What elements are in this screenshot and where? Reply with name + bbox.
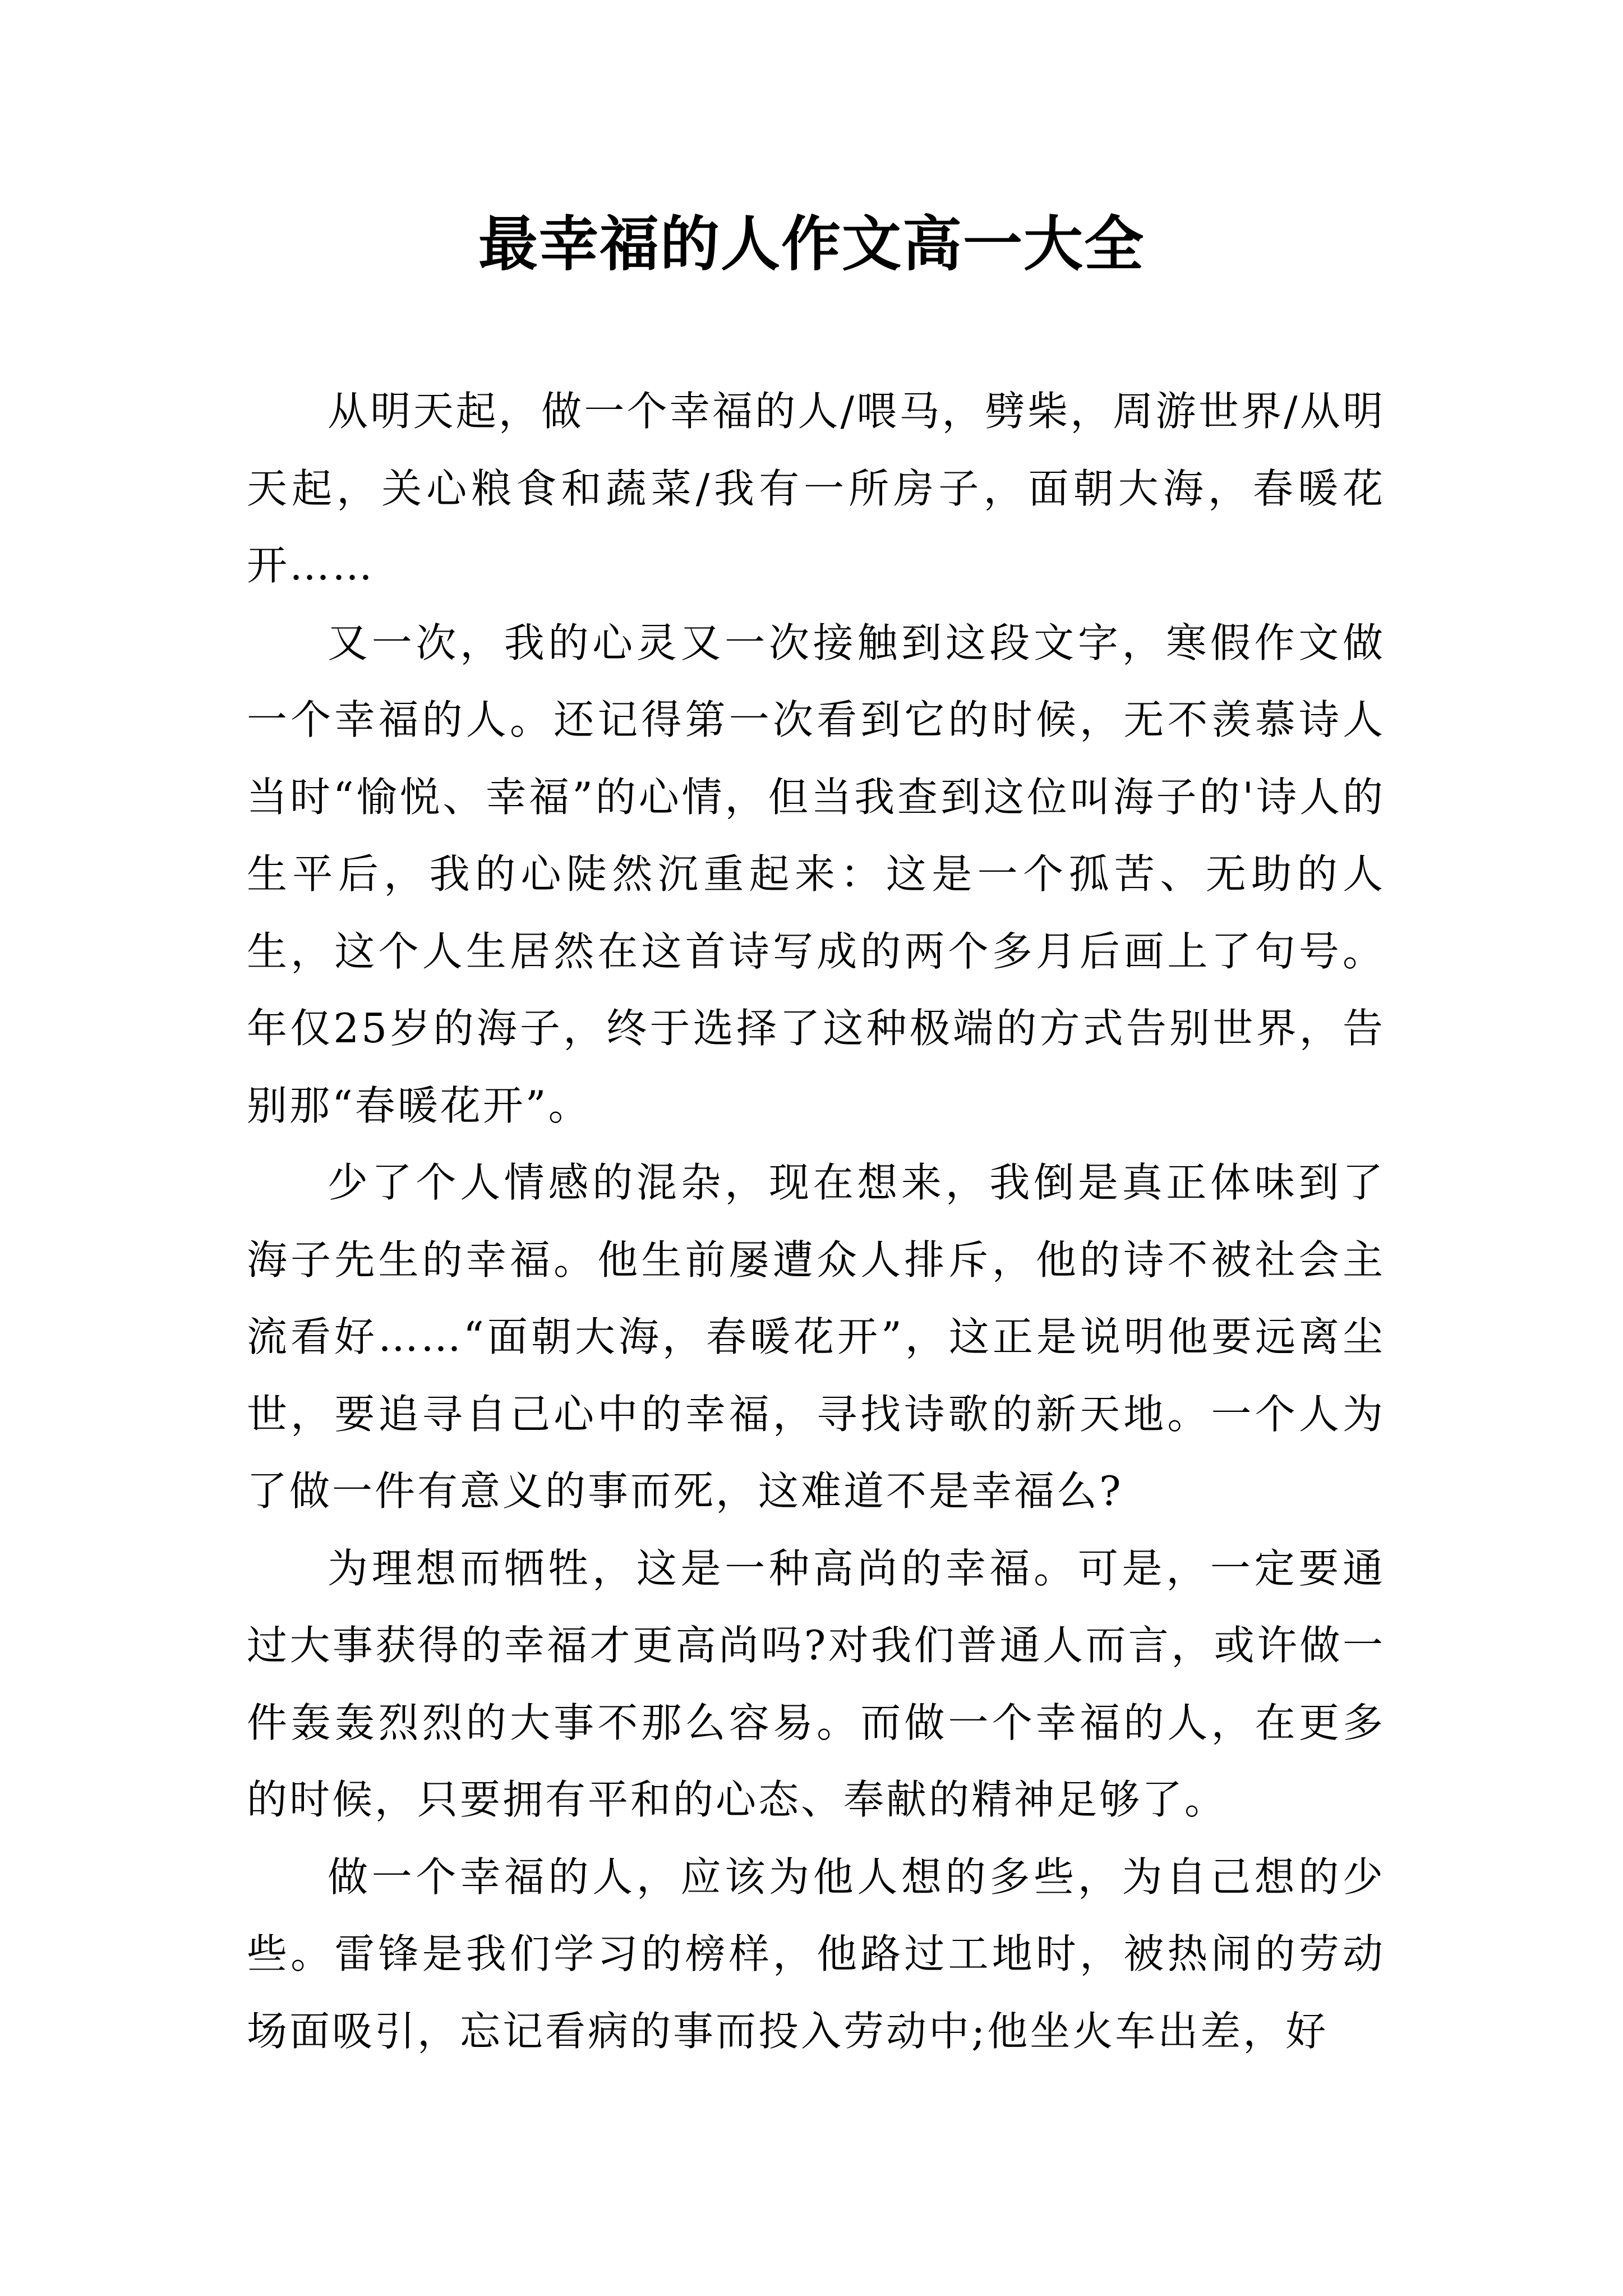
page-title: 最幸福的人作文高一大全 xyxy=(478,209,1145,279)
paragraph-3: 少了个人情感的混杂，现在想来，我倒是真正体味到了海子先生的幸福。他生前屡遭众人排斥，他的诗不被社会主流看好……“面朝大海，春暖花开”，这正是说明他要远离尘世，要追寻自己心中的幸福，寻找诗歌的新天地。一个人为了做一件有意义的事而死，这难道不是幸福么? xyxy=(247,1159,1385,1515)
paragraph-2: 又一次，我的心灵又一次接触到这段文字，寒假作文做一个幸福的人。还记得第一次看到它的时候，无不羡慕诗人当时“愉悦、幸福”的心情，但当我查到这位叫海子的'诗人的生平后，我的心陡然沉重起来：这是一个孤苦、无助的人生，这个人生居然在这首诗写成的两个多月后画上了句号。年仅25岁的海子，终于选择了这种极端的方式告别世界，告别那“春暖花开”。 xyxy=(247,619,1385,1129)
paragraph-4: 为理想而牺牲，这是一种高尚的幸福。可是，一定要通过大事获得的幸福才更高尚吗?对我们普通人而言，或许做一件轰轰烈烈的大事不那么容易。而做一个幸福的人，在更多的时候，只要拥有平和的心态、奉献的精神足够了。 xyxy=(247,1544,1385,1823)
paragraph-1: 从明天起，做一个幸福的人/喂马，劈柴，周游世界/从明天起，关心粮食和蔬菜/我有一所房子，面朝大海，春暖花开…… xyxy=(247,388,1385,589)
paragraph-5: 做一个幸福的人，应该为他人想的多些，为自己想的少些。雷锋是我们学习的榜样，他路过工地时，被热闹的劳动场面吸引，忘记看病的事而投入劳动中;他坐火车出差，好 xyxy=(247,1853,1385,2055)
article-body xyxy=(247,373,1385,2070)
